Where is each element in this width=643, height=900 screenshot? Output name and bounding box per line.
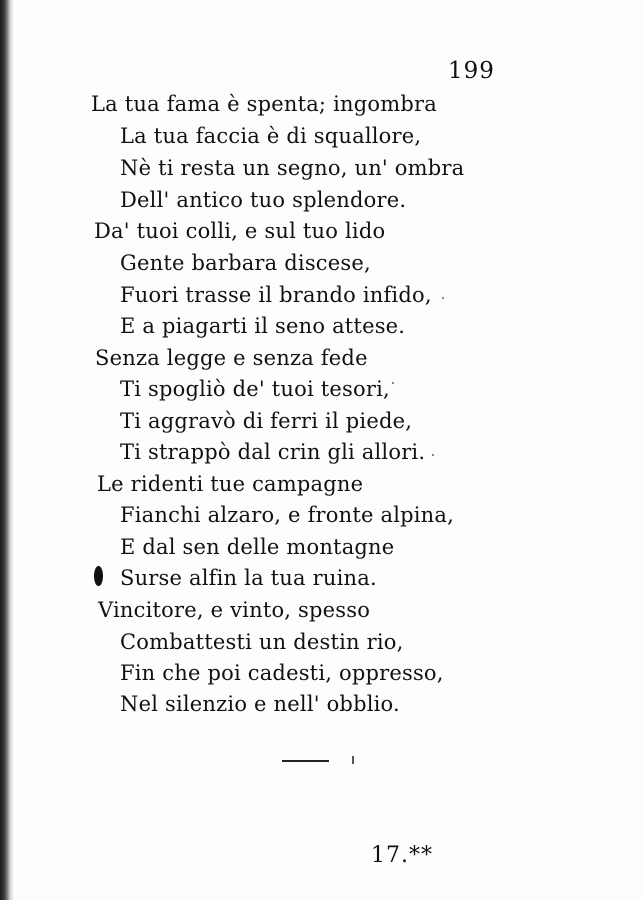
paper-speck: [432, 454, 434, 456]
rule-tick-mark: [352, 756, 354, 764]
paper-speck: [392, 382, 394, 384]
poem-line: Vincitore, e vinto, spesso: [98, 598, 371, 622]
poem-line: La tua fama è spenta; ingombra: [91, 92, 437, 116]
paper-speck: [442, 297, 444, 299]
poem-line: Fuori trasse il brando infido,: [120, 283, 432, 307]
poem-line: Da' tuoi colli, e sul tuo lido: [94, 219, 386, 243]
poem-line: Dell' antico tuo splendore.: [120, 188, 407, 212]
poem-line: Ti strappò dal crin gli allori.: [120, 440, 426, 464]
book-binding-edge: [0, 0, 14, 900]
poem-line: Nè ti resta un segno, un' ombra: [120, 156, 465, 180]
poem-line: E a piagarti il seno attese.: [120, 314, 406, 338]
end-rule-divider: [282, 760, 329, 762]
poem-line: E dal sen delle montagne: [120, 535, 395, 559]
poem-line: Combattesti un destin rio,: [120, 630, 404, 654]
poem-line: Surse alfin la tua ruina.: [120, 566, 377, 590]
poem-line: Fianchi alzaro, e fronte alpina,: [120, 503, 455, 527]
poem-line: Gente barbara discese,: [120, 251, 371, 275]
poem-line: Senza legge e senza fede: [95, 346, 368, 370]
ink-blot-mark: [94, 566, 103, 586]
page-number: 199: [448, 58, 495, 84]
poem-line: Le ridenti tue campagne: [97, 472, 364, 496]
poem-line: Fin che poi cadesti, oppresso,: [120, 661, 444, 685]
poem-line: La tua faccia è di squallore,: [120, 124, 422, 148]
poem-line: Ti spogliò de' tuoi tesori,: [120, 377, 390, 401]
printer-signature-mark: 17.**: [371, 843, 433, 868]
poem-line: Ti aggravò di ferri il piede,: [120, 409, 413, 433]
poem-line: Nel silenzio e nell' obblio.: [120, 692, 400, 716]
